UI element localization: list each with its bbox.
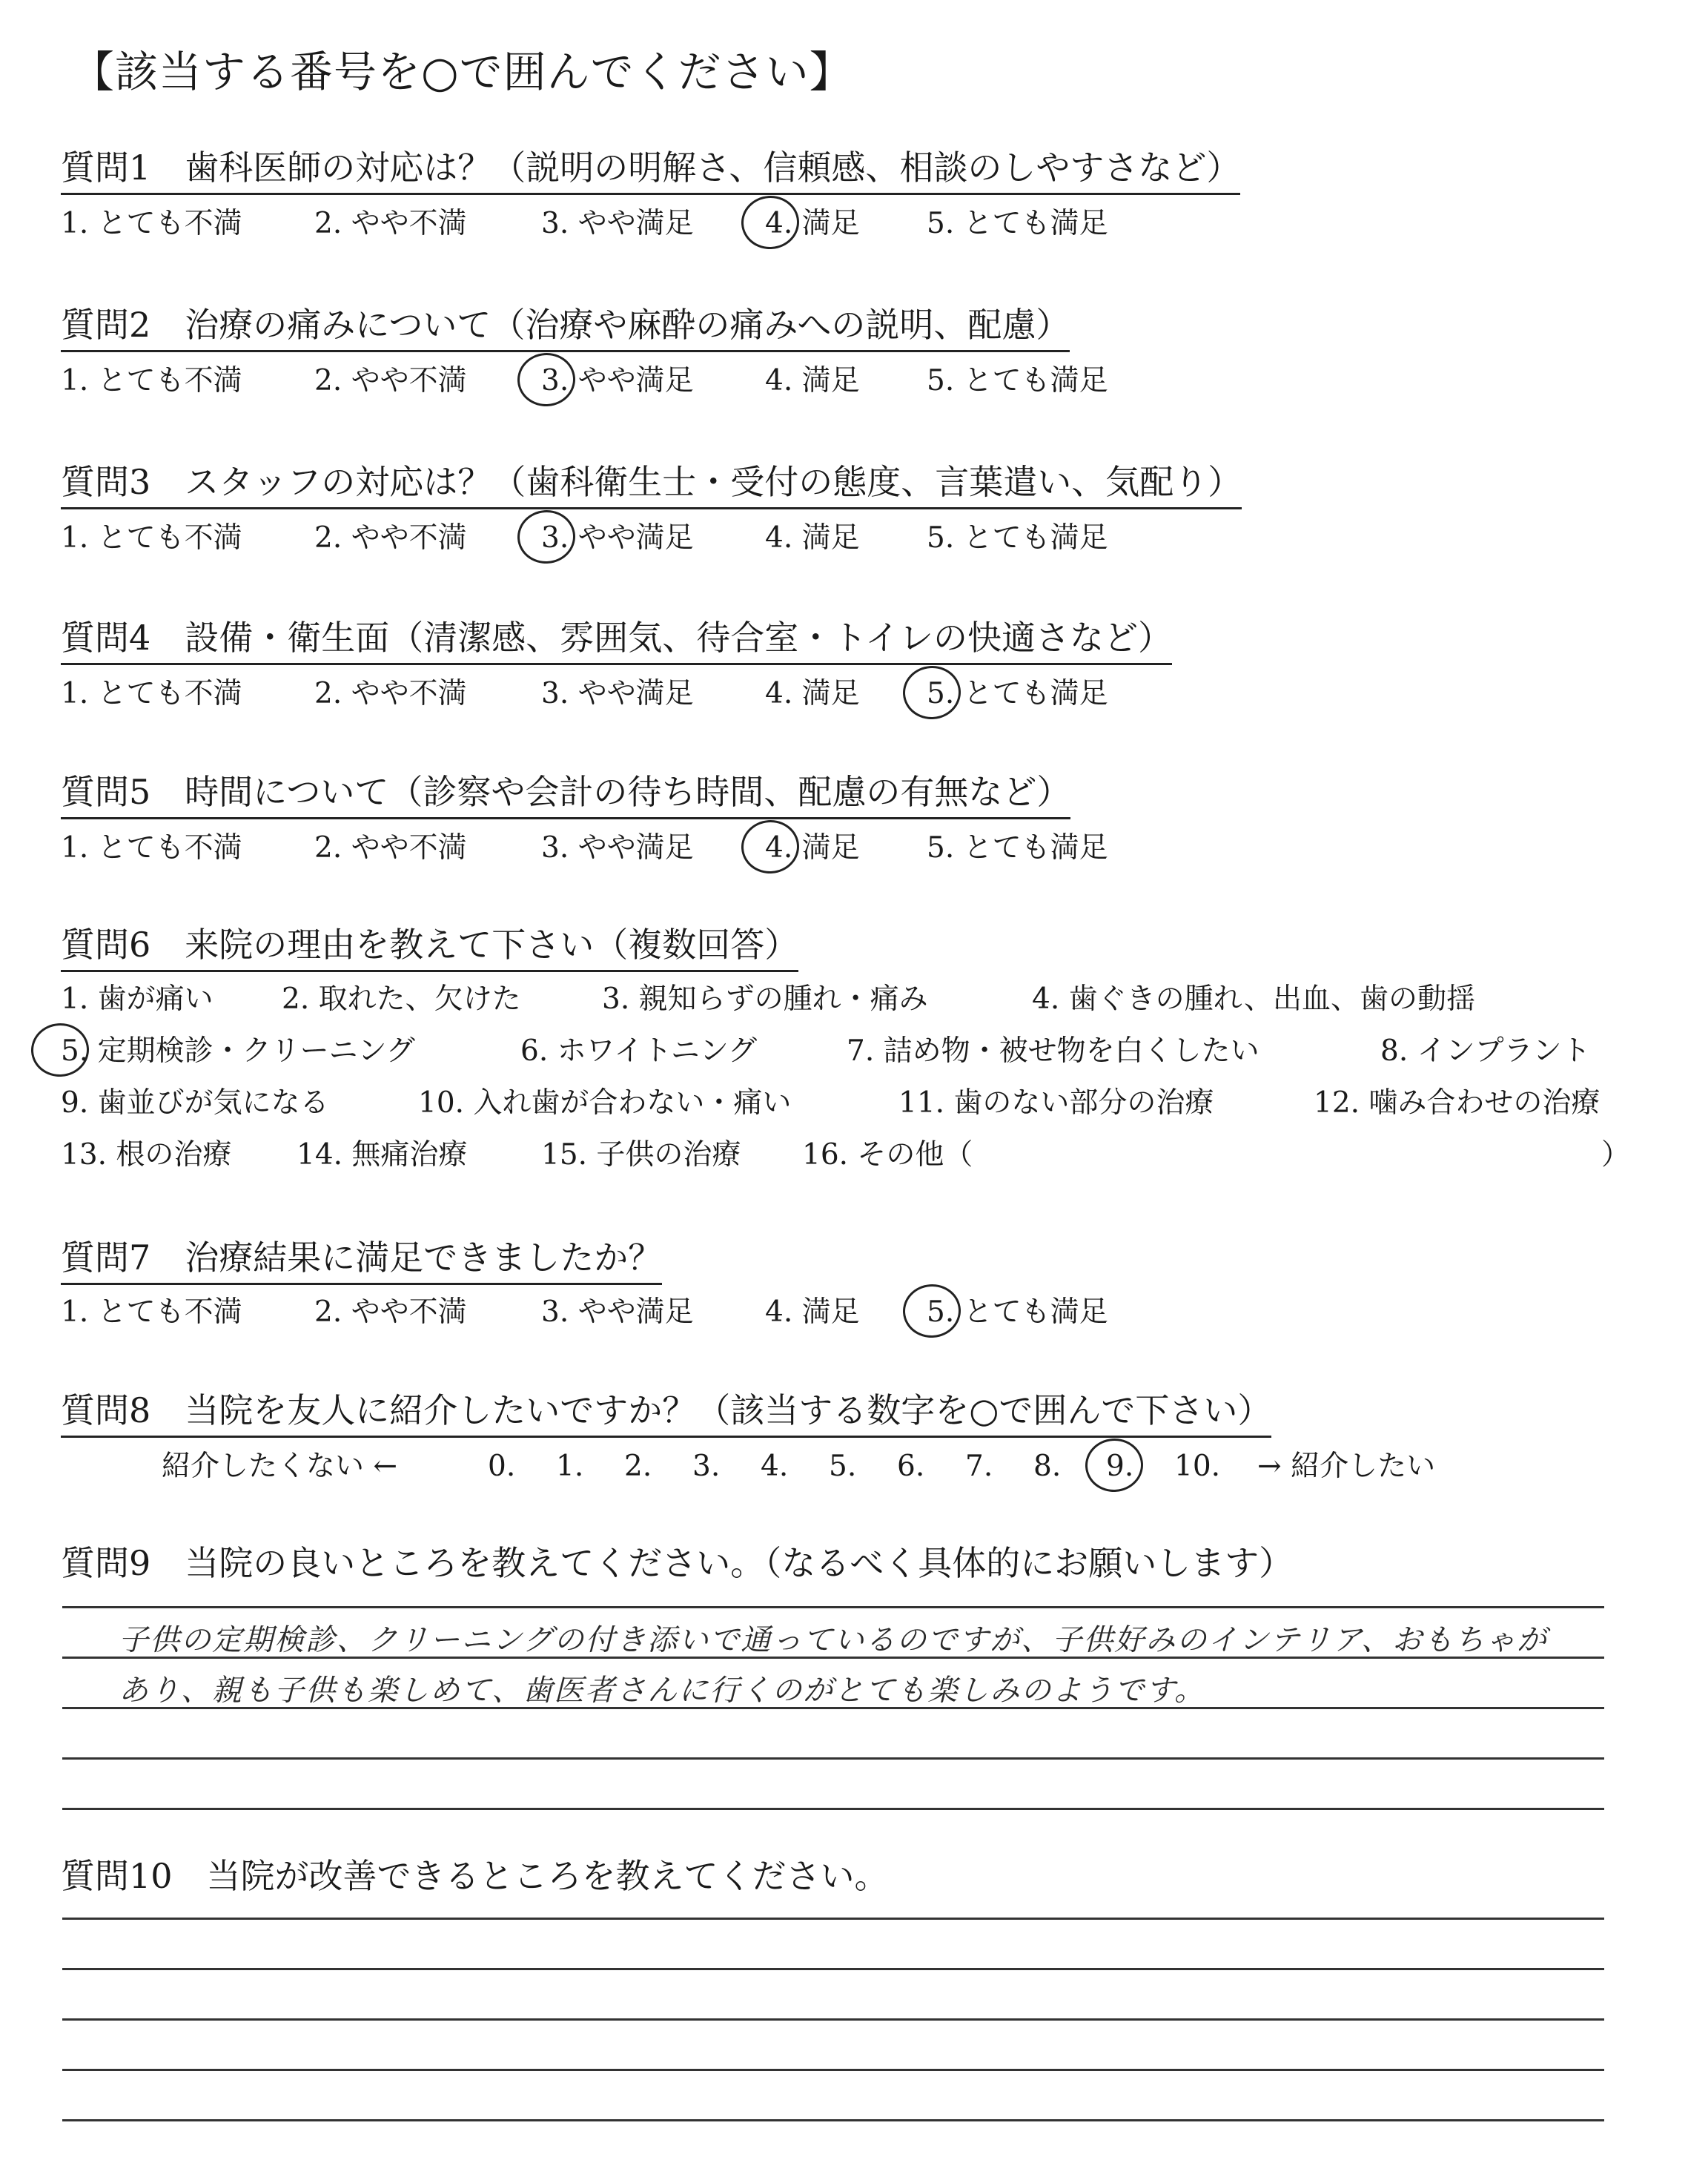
q8-selected-circle: [1084, 1436, 1145, 1493]
q8-num-10[interactable]: 10.: [1174, 1450, 1221, 1483]
q8-num-0[interactable]: 0.: [488, 1450, 516, 1483]
q3-option-2[interactable]: 2. やや不満: [314, 521, 467, 555]
q3-option-5[interactable]: 5. とても満足: [927, 521, 1108, 555]
q8-right-label: → 紹介したい: [1257, 1450, 1436, 1483]
q9-handwritten-answer-1: 子供の定期検診、クリーニングの付き添いで通っているのですが、子供好みのインテリア、おもちゃが: [119, 1623, 1548, 1657]
q6-option-8[interactable]: 8. インプラント: [1380, 1034, 1591, 1068]
question-1-title: 質問1 歯科医師の対応は？（説明の明解さ、信頼感、相談のしやすさなど）: [61, 145, 1240, 195]
q6-option-2[interactable]: 2. 取れた、欠けた: [282, 982, 521, 1016]
q6-option-12[interactable]: 12. 噛み合わせの治療: [1314, 1086, 1601, 1120]
q9-handwritten-answer-2: あり、親も子供も楽しめて、歯医者さんに行くのがとても楽しみのようです。: [119, 1674, 1205, 1708]
q2-option-4[interactable]: 4. 満足: [765, 364, 860, 397]
q6-option-16[interactable]: 16. その他（: [802, 1138, 973, 1172]
q8-num-9[interactable]: 9.: [1106, 1450, 1134, 1483]
question-3-title: 質問3 スタッフの対応は？（歯科衛生士・受付の態度、言葉遣い、気配り）: [61, 460, 1242, 509]
q8-num-5[interactable]: 5.: [829, 1450, 857, 1483]
form-header: 【該当する番号を○で囲んでください】: [71, 47, 853, 97]
q2-option-1[interactable]: 1. とても不満: [61, 364, 242, 397]
q3-option-1[interactable]: 1. とても不満: [61, 521, 242, 555]
q1-option-1[interactable]: 1. とても不満: [61, 207, 242, 240]
q10-answer-line-5: [62, 2119, 1604, 2121]
question-5-title: 質問5 時間について（診察や会計の待ち時間、配慮の有無など）: [61, 770, 1070, 819]
question-3-options: [61, 518, 1247, 562]
q10-answer-line-3: [62, 2018, 1604, 2021]
question-2-options: [61, 360, 1247, 405]
q4-option-2[interactable]: 2. やや不満: [314, 677, 467, 710]
q1-option-3[interactable]: 3. やや満足: [541, 207, 694, 240]
q7-option-4[interactable]: 4. 満足: [765, 1295, 860, 1329]
q7-option-1[interactable]: 1. とても不満: [61, 1295, 242, 1329]
q6-option-13[interactable]: 13. 根の治療: [61, 1138, 232, 1172]
q6-option-14[interactable]: 14. 無痛治療: [297, 1138, 468, 1172]
q3-option-3[interactable]: 3. やや満足: [541, 521, 694, 555]
question-6-title: 質問6 来院の理由を教えて下さい（複数回答）: [61, 922, 798, 972]
q6-option-16-close: ）: [1601, 1138, 1631, 1172]
q2-option-3[interactable]: 3. やや満足: [541, 364, 694, 397]
q9-answer-line-1: [62, 1606, 1604, 1608]
q8-num-1[interactable]: 1.: [556, 1450, 584, 1483]
question-7-options: [61, 1292, 1247, 1336]
question-7-title: 質問7 治療結果に満足できましたか？: [61, 1235, 662, 1285]
q8-num-2[interactable]: 2.: [624, 1450, 652, 1483]
question-5-options: [61, 828, 1247, 872]
question-9-title: 質問9 当院の良いところを教えてください。（なるべく具体的にお願いします）: [61, 1543, 1294, 1583]
q1-option-4[interactable]: 4. 満足: [765, 207, 860, 240]
q9-answer-line-5: [62, 1808, 1604, 1810]
q9-answer-line-4: [62, 1757, 1604, 1760]
q4-option-4[interactable]: 4. 満足: [765, 677, 860, 710]
q6-option-5[interactable]: 5. 定期検診・クリーニング: [61, 1034, 415, 1068]
q2-option-5[interactable]: 5. とても満足: [927, 364, 1108, 397]
q8-left-label: 紹介したくない ←: [162, 1450, 398, 1483]
q4-option-1[interactable]: 1. とても不満: [61, 677, 242, 710]
question-2-title: 質問2 治療の痛みについて（治療や麻酔の痛みへの説明、配慮）: [61, 303, 1070, 352]
q5-option-2[interactable]: 2. やや不満: [314, 831, 467, 865]
q6-option-3[interactable]: 3. 親知らずの腫れ・痛み: [602, 982, 928, 1016]
q4-option-3[interactable]: 3. やや満足: [541, 677, 694, 710]
q10-answer-line-1: [62, 1918, 1604, 1920]
q7-option-2[interactable]: 2. やや不満: [314, 1295, 467, 1329]
question-4-options: [61, 673, 1247, 718]
question-8-title: 質問8 当院を友人に紹介したいですか？（該当する数字を○で囲んで下さい）: [61, 1388, 1271, 1438]
q8-num-6[interactable]: 6.: [897, 1450, 925, 1483]
question-10-title: 質問10 当院が改善できるところを教えてください。: [61, 1856, 889, 1896]
q6-option-9[interactable]: 9. 歯並びが気になる: [61, 1086, 329, 1120]
q7-option-3[interactable]: 3. やや満足: [541, 1295, 694, 1329]
q7-option-5[interactable]: 5. とても満足: [927, 1295, 1108, 1329]
q6-option-1[interactable]: 1. 歯が痛い: [61, 982, 214, 1016]
q6-option-11[interactable]: 11. 歯のない部分の治療: [898, 1086, 1214, 1120]
question-8-scale: [162, 1446, 1570, 1490]
q2-option-2[interactable]: 2. やや不満: [314, 364, 467, 397]
question-1-options: [61, 203, 1247, 248]
q4-option-5[interactable]: 5. とても満足: [927, 677, 1108, 710]
question-6-options: [61, 979, 1662, 1201]
q5-option-1[interactable]: 1. とても不満: [61, 831, 242, 865]
q1-option-5[interactable]: 5. とても満足: [927, 207, 1108, 240]
q8-num-8[interactable]: 8.: [1033, 1450, 1062, 1483]
q5-option-4[interactable]: 4. 満足: [765, 831, 860, 865]
q1-option-2[interactable]: 2. やや不満: [314, 207, 467, 240]
q6-option-4[interactable]: 4. 歯ぐきの腫れ、出血、歯の動揺: [1032, 982, 1475, 1016]
question-4-title: 質問4 設備・衛生面（清潔感、雰囲気、待合室・トイレの快適さなど）: [61, 615, 1172, 665]
q8-num-4[interactable]: 4.: [761, 1450, 789, 1483]
q6-option-6[interactable]: 6. ホワイトニング: [520, 1034, 758, 1068]
q10-answer-line-4: [62, 2069, 1604, 2071]
q6-option-7[interactable]: 7. 詰め物・被せ物を白くしたい: [847, 1034, 1260, 1068]
q8-num-3[interactable]: 3.: [692, 1450, 721, 1483]
q3-option-4[interactable]: 4. 満足: [765, 521, 860, 555]
q5-option-3[interactable]: 3. やや満足: [541, 831, 694, 865]
q8-num-7[interactable]: 7.: [965, 1450, 993, 1483]
q6-option-15[interactable]: 15. 子供の治療: [541, 1138, 741, 1172]
q5-option-5[interactable]: 5. とても満足: [927, 831, 1108, 865]
q10-answer-line-2: [62, 1968, 1604, 1970]
q6-option-10[interactable]: 10. 入れ歯が合わない・痛い: [418, 1086, 792, 1120]
